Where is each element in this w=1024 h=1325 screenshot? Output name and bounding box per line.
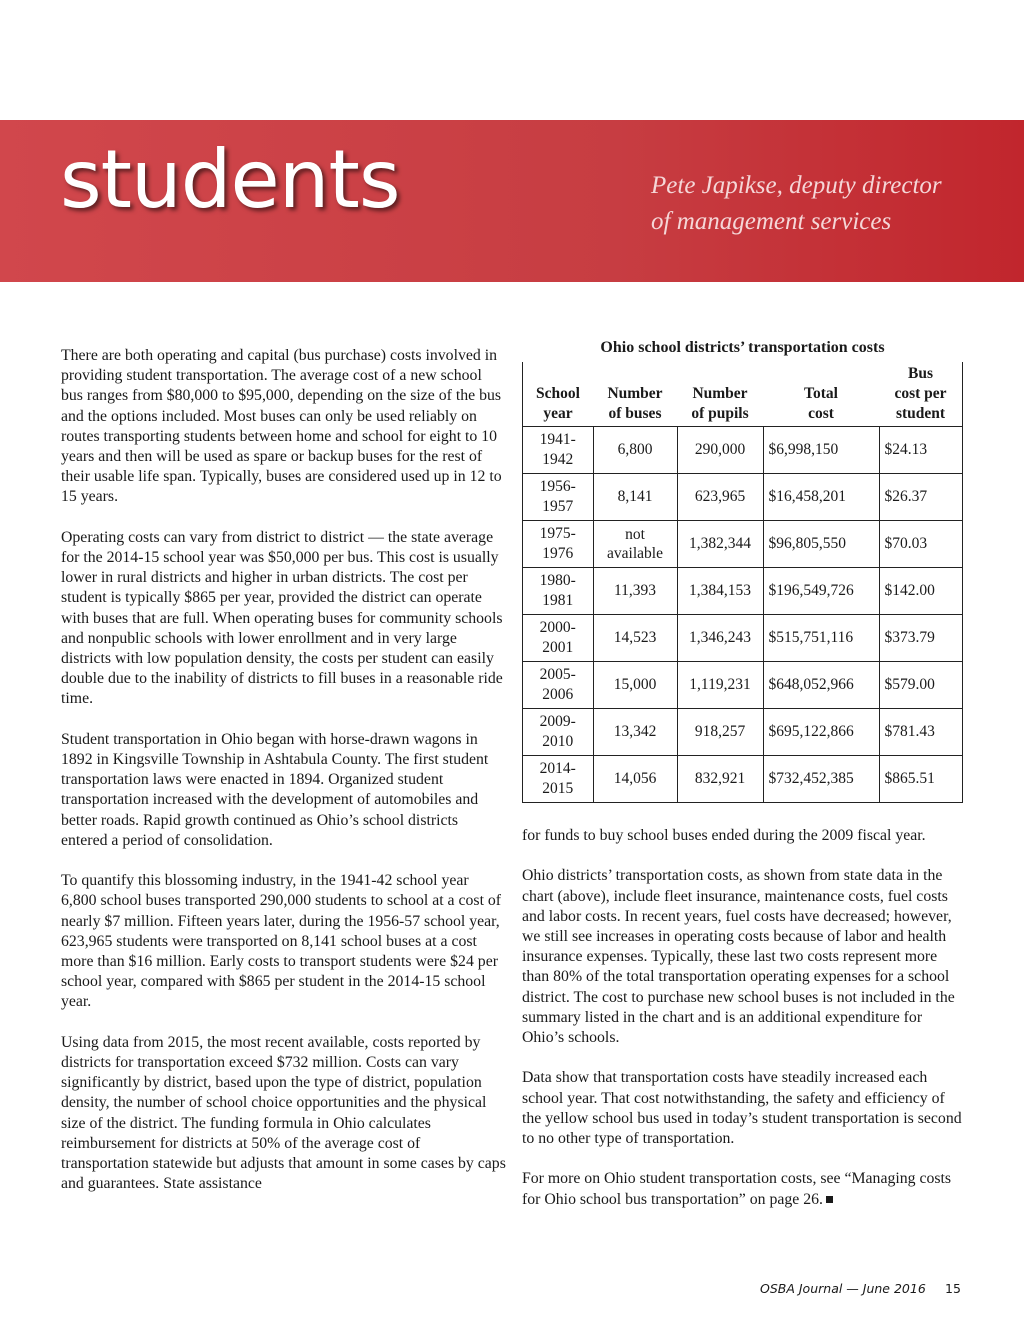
byline-name: Pete Japikse, deputy director (651, 172, 942, 199)
table-row (523, 521, 963, 568)
cell-year: 2009- 2010 (523, 709, 594, 756)
cell-buses: 15,000 (593, 662, 677, 709)
table-row (523, 615, 963, 662)
cell-buses: not available (593, 521, 677, 568)
header-total-cost: Total cost (763, 362, 879, 427)
cell-buses: 8,141 (593, 474, 677, 521)
cell-pupils: 623,965 (677, 474, 763, 521)
cell-total: $515,751,116 (763, 615, 879, 662)
cell-total: $196,549,726 (763, 568, 879, 615)
cell-buses: 14,056 (593, 756, 677, 803)
table-row (523, 474, 963, 521)
table-header-row (523, 362, 963, 427)
paragraph: There are both operating and capital (bus purchase) costs involved in providing student transportation. The average cost of a new school bus ranges from $80,000 to $95,000, depending on the size of the bus and the options included. Most buses can only be used reliably on routes transporting students between home and school for eight to 10 years and then will be used as spare or backup buses for the rest of their usable life span. Typically, buses are considered used up in 12 to 15 years. (61, 347, 502, 506)
article-left-column (61, 346, 506, 1215)
paragraph: Operating costs can vary from district to district — the state average for the 2014-15 school year was $50,000 per bus. This cost is usually lower in rural districts and higher in urban districts. The cost per student is typically $865 per year, provided the district can operate with buses that are full. When operating buses for community schools and nonpublic schools with lower enrollment and in very large districts with low population density, the costs per student can easily double due to the inability of districts to fill buses in a reasonable ride time. (61, 528, 503, 708)
cell-year: 2014- 2015 (523, 756, 594, 803)
cell-total: $732,452,385 (763, 756, 879, 803)
cell-per-student: $24.13 (879, 427, 963, 474)
cell-buses: 6,800 (593, 427, 677, 474)
byline-role: of management services (651, 208, 892, 235)
cell-pupils: 832,921 (677, 756, 763, 803)
paragraph: Student transportation in Ohio began with horse-drawn wagons in 1892 in Kingsville Township in Ashtabula County. The first student transportation laws were enacted in 1894. Organized student transportation increased with the development of automobiles and better roads. Rapid growth continued as Ohio’s school districts entered a period of consolidation. (61, 730, 489, 849)
cell-pupils: 1,346,243 (677, 615, 763, 662)
cell-year: 2000- 2001 (523, 615, 594, 662)
header-number-of-buses: Number of buses (593, 362, 677, 427)
paragraph: for funds to buy school buses ended during the 2009 fiscal year. (522, 827, 926, 844)
table-row (523, 709, 963, 756)
cell-per-student: $579.00 (879, 662, 963, 709)
cell-total: $695,122,866 (763, 709, 879, 756)
cell-buses: 11,393 (593, 568, 677, 615)
cell-per-student: $781.43 (879, 709, 963, 756)
table-row (523, 662, 963, 709)
header-number-of-pupils: Number of pupils (677, 362, 763, 427)
cell-year: 1980- 1981 (523, 568, 594, 615)
table-title: Ohio school districts’ transportation costs (600, 339, 885, 356)
cell-year: 1941- 1942 (523, 427, 594, 474)
cell-per-student: $142.00 (879, 568, 963, 615)
cell-buses: 14,523 (593, 615, 677, 662)
paragraph-last: For more on Ohio student transportation costs, see “Managing costs for Ohio school bus transportation” on page 26. (522, 1170, 952, 1208)
section-title: students (60, 133, 400, 226)
cell-total: $6,998,150 (763, 427, 879, 474)
cell-total: $96,805,550 (763, 521, 879, 568)
cell-pupils: 918,257 (677, 709, 763, 756)
paragraph: To quantify this blossoming industry, in the 1941-42 school year 6,800 school buses transported 290,000 students to school at a cost of nearly $7 million. Fifteen years later, during the 1956-57 school year, 623,965 students were transported on 8,141 school buses at a cost more than $16 million. Early costs to transport students were $24 per school year, compared with $865 per student in the 2014-15 school year. (61, 872, 502, 1011)
cell-total: $648,052,966 (763, 662, 879, 709)
header-bus-cost-per-student: Bus cost per student (879, 362, 963, 427)
cell-total: $16,458,201 (763, 474, 879, 521)
transportation-costs-table (522, 338, 963, 803)
cell-pupils: 1,382,344 (677, 521, 763, 568)
page-number: 15 (945, 1281, 961, 1296)
cell-year: 2005- 2006 (523, 662, 594, 709)
journal-footer: OSBA Journal — June 2016 (760, 1281, 926, 1296)
cell-per-student: $373.79 (879, 615, 963, 662)
article-right-column (522, 826, 967, 1230)
paragraph: Data show that transportation costs have steadily increased each school year. That cost notwithstanding, the safety and efficiency of the yellow school bus used in today’s student transportation is second to no other type of transportation. (522, 1069, 962, 1148)
cell-pupils: 1,119,231 (677, 662, 763, 709)
end-of-article-square-icon (826, 1196, 833, 1203)
cell-year: 1975- 1976 (523, 521, 594, 568)
header-school-year: School year (523, 362, 594, 427)
cell-per-student: $865.51 (879, 756, 963, 803)
byline (651, 168, 942, 240)
paragraph: Using data from 2015, the most recent available, costs reported by districts for transportation exceed $732 million. Costs can vary significantly by district, based upon the type of district, population density, the number of school choice opportunities and the physical size of the district. The funding formula in Ohio calculates reimbursement for districts at 50% of the average cost of transportation statewide but adjusts that amount in some cases by caps and guarantees. State assistance (61, 1033, 506, 1193)
table-row (523, 427, 963, 474)
cell-pupils: 1,384,153 (677, 568, 763, 615)
table-row (523, 568, 963, 615)
cell-buses: 13,342 (593, 709, 677, 756)
cell-year: 1956- 1957 (523, 474, 594, 521)
cell-per-student: $70.03 (879, 521, 963, 568)
cell-per-student: $26.37 (879, 474, 963, 521)
table-row (523, 756, 963, 803)
paragraph: Ohio districts’ transportation costs, as shown from state data in the chart (above), include fleet insurance, maintenance costs, fuel costs and labor costs. In recent years, fuel costs have decreased; however, we still see increases in operating costs because of labor and health insurance expenses. Typically, these last two costs represent more than 80% of the total transportation operating expenses for a school district. The cost to purchase new school buses is not included in the summary listed in the chart and is an additional expenditure for Ohio’s schools. (522, 867, 955, 1047)
data-table (522, 362, 963, 803)
cell-pupils: 290,000 (677, 427, 763, 474)
